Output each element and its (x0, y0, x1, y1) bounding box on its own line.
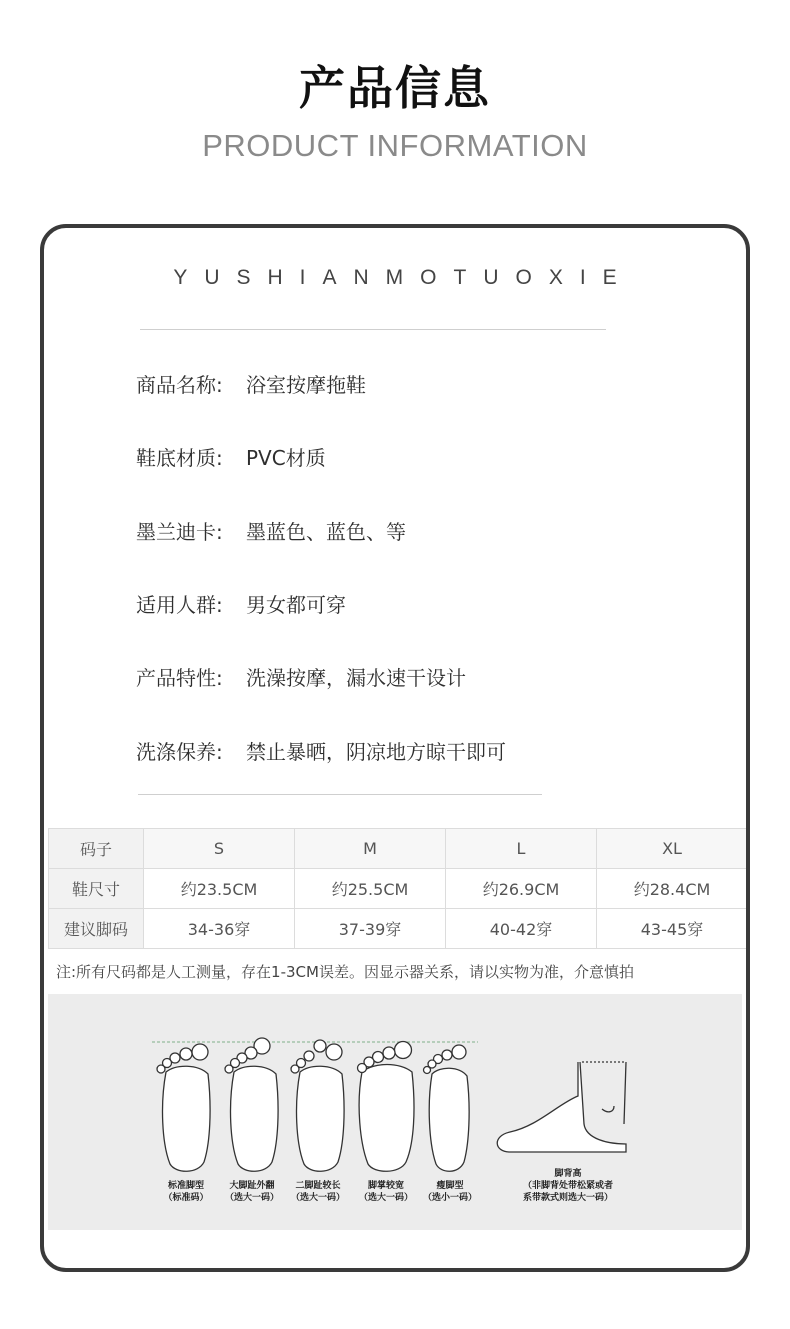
info-value: 浴室按摩拖鞋 (246, 373, 366, 397)
foot-side-view-icon (497, 1062, 626, 1152)
brand-name: YUSHIANMOTUOXIE (173, 266, 634, 289)
page-title: 产品信息 (299, 61, 491, 115)
table-cell: S (144, 829, 295, 869)
page-subtitle: PRODUCT INFORMATION (202, 128, 588, 163)
table-cell: 37-39穿 (295, 909, 446, 949)
info-row-name (136, 369, 366, 398)
table-cell: 约28.4CM (597, 869, 748, 909)
foot-illustration (48, 994, 742, 1230)
info-row-colors (136, 516, 406, 545)
table-row-header: 码子 (49, 829, 144, 869)
instep-caption: 系带款式则选大一码） (522, 1193, 614, 1203)
info-value: PVC材质 (246, 446, 326, 470)
info-row-sole (136, 442, 326, 471)
info-label: 商品名称: (136, 373, 223, 397)
info-row-audience (136, 589, 346, 618)
foot-caption: （选大一码） (290, 1193, 346, 1203)
table-cell: 约25.5CM (295, 869, 446, 909)
divider-top (140, 329, 606, 330)
table-cell: 约23.5CM (144, 869, 295, 909)
table-cell: 43-45穿 (597, 909, 748, 949)
instep-caption: 脚背高 (554, 1169, 582, 1179)
foot-long-toe-icon (291, 1040, 344, 1171)
divider-bottom (138, 794, 542, 795)
info-row-features (136, 662, 466, 691)
size-note: 注:所有尺码都是人工测量，存在1-3CM误差。因显示器关系，请以实物为准，介意慎拍 (56, 963, 634, 981)
table-cell: 34-36穿 (144, 909, 295, 949)
table-cell: 约26.9CM (446, 869, 597, 909)
info-row-care (136, 736, 506, 765)
table-row-header: 建议脚码 (49, 909, 144, 949)
size-table (48, 828, 748, 949)
info-value: 禁止暴晒，阴凉地方晾干即可 (246, 740, 506, 764)
info-label: 墨兰迪卡: (136, 520, 223, 544)
foot-caption: （选大一码） (224, 1193, 280, 1203)
table-cell: XL (597, 829, 748, 869)
foot-caption: （选小一码） (422, 1193, 478, 1203)
foot-caption: 标准脚型 (167, 1181, 205, 1191)
foot-caption: 脚掌较宽 (367, 1181, 405, 1191)
foot-standard-icon (157, 1044, 210, 1171)
foot-caption: （标准码） (163, 1193, 209, 1203)
foot-wide-icon (358, 1042, 415, 1172)
table-row (49, 909, 748, 949)
foot-caption: 二脚趾较长 (295, 1181, 341, 1191)
info-label: 适用人群: (136, 593, 223, 617)
product-info-card (40, 224, 750, 1272)
info-label: 产品特性: (136, 666, 223, 690)
info-label: 鞋底材质: (136, 446, 223, 470)
foot-caption: 大脚趾外翻 (229, 1181, 275, 1191)
info-value: 洗澡按摩，漏水速干设计 (246, 666, 466, 690)
foot-caption: （选大一码） (358, 1193, 414, 1203)
table-cell: M (295, 829, 446, 869)
info-value: 墨蓝色、蓝色、等 (246, 520, 406, 544)
instep-caption: （非脚背处带松紧或者 (522, 1181, 614, 1191)
table-row (49, 869, 748, 909)
foot-slim-icon (424, 1045, 470, 1171)
foot-caption: 瘦脚型 (436, 1181, 464, 1191)
table-cell: L (446, 829, 597, 869)
foot-bunion-icon (225, 1038, 278, 1171)
table-cell: 40-42穿 (446, 909, 597, 949)
table-row (49, 829, 748, 869)
info-value: 男女都可穿 (246, 593, 346, 617)
info-label: 洗涤保养: (136, 740, 223, 764)
foot-type-guide (48, 994, 742, 1230)
table-row-header: 鞋尺寸 (49, 869, 144, 909)
